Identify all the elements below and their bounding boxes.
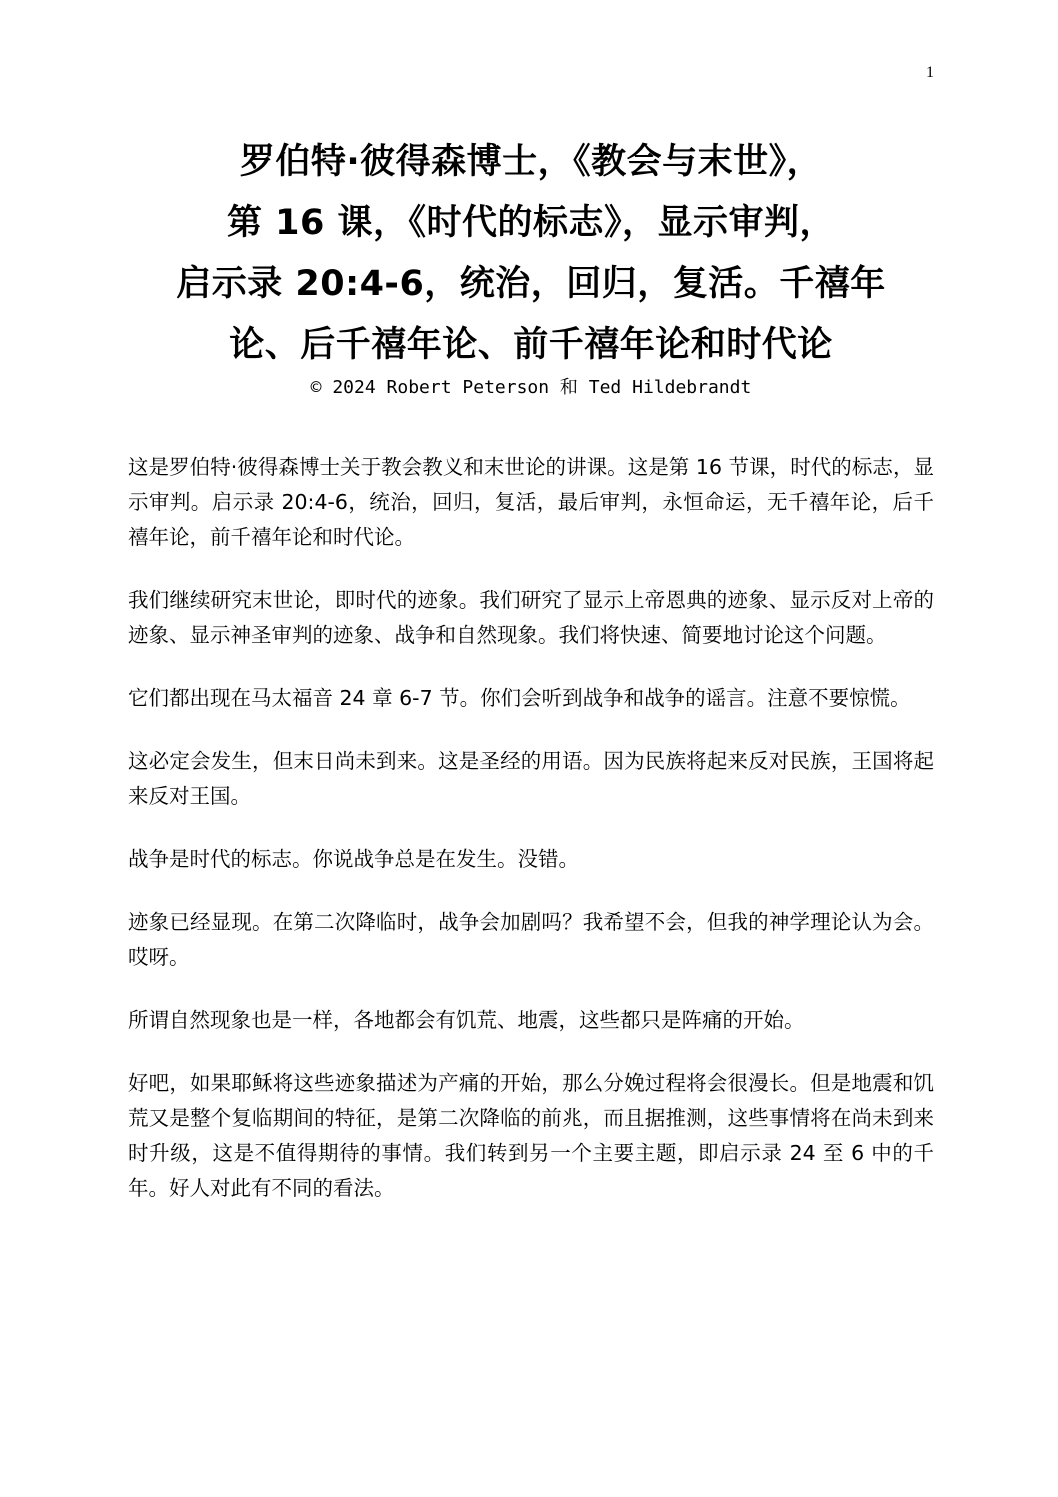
paragraph: 好吧，如果耶稣将这些迹象描述为产痛的开始，那么分娩过程将会很漫长。但是地震和饥荒又是整个复临期间的特征，是第二次降临的前兆，而且据推测，这些事情将在尚未到来时升级，这是不值得期待的事情。我们转到另一个主要主题，即启示录 24 至 6 中的千年。好人对此有不同的看法。 — [128, 1071, 934, 1200]
document-title — [128, 132, 934, 400]
paragraph: 战争是时代的标志。你说战争总是在发生。没错。 — [128, 847, 579, 871]
title-line-4: 论、后千禧年论、前千禧年论和时代论 — [229, 325, 833, 365]
paragraph: 我们继续研究末世论，即时代的迹象。我们研究了显示上帝恩典的迹象、显示反对上帝的迹象、显示神圣审判的迹象、战争和自然现象。我们将快速、简要地讨论这个问题。 — [128, 588, 934, 647]
paragraph: 这必定会发生，但末日尚未到来。这是圣经的用语。因为民族将起来反对民族，王国将起来反对王国。 — [128, 749, 934, 808]
paragraph: 这是罗伯特·彼得森博士关于教会教义和末世论的讲课。这是第 16 节课，时代的标志，显示审判。启示录 20:4-6，统治，回归，复活，最后审判，永恒命运，无千禧年论，后千禧年论，前千禧年论和时代论。 — [128, 455, 934, 549]
copyright-notice: © 2024 Robert Peterson 和 Ted Hildebrandt — [310, 377, 752, 398]
title-line-2: 第 16 课，《时代的标志》，显示审判， — [226, 203, 836, 243]
paragraph: 它们都出现在马太福音 24 章 6-7 节。你们会听到战争和战争的谣言。注意不要惊慌。 — [128, 686, 911, 710]
paragraph: 所谓自然现象也是一样，各地都会有饥荒、地震，这些都只是阵痛的开始。 — [128, 1008, 805, 1032]
page-number: 1 — [926, 64, 934, 81]
document-body — [128, 450, 934, 1234]
title-line-1: 罗伯特·彼得森博士，《教会与末世》， — [239, 142, 823, 182]
title-line-3: 启示录 20:4-6，统治，回归，复活。千禧年 — [176, 264, 886, 304]
paragraph: 迹象已经显现。在第二次降临时，战争会加剧吗？我希望不会，但我的神学理论认为会。哎呀。 — [128, 910, 934, 969]
